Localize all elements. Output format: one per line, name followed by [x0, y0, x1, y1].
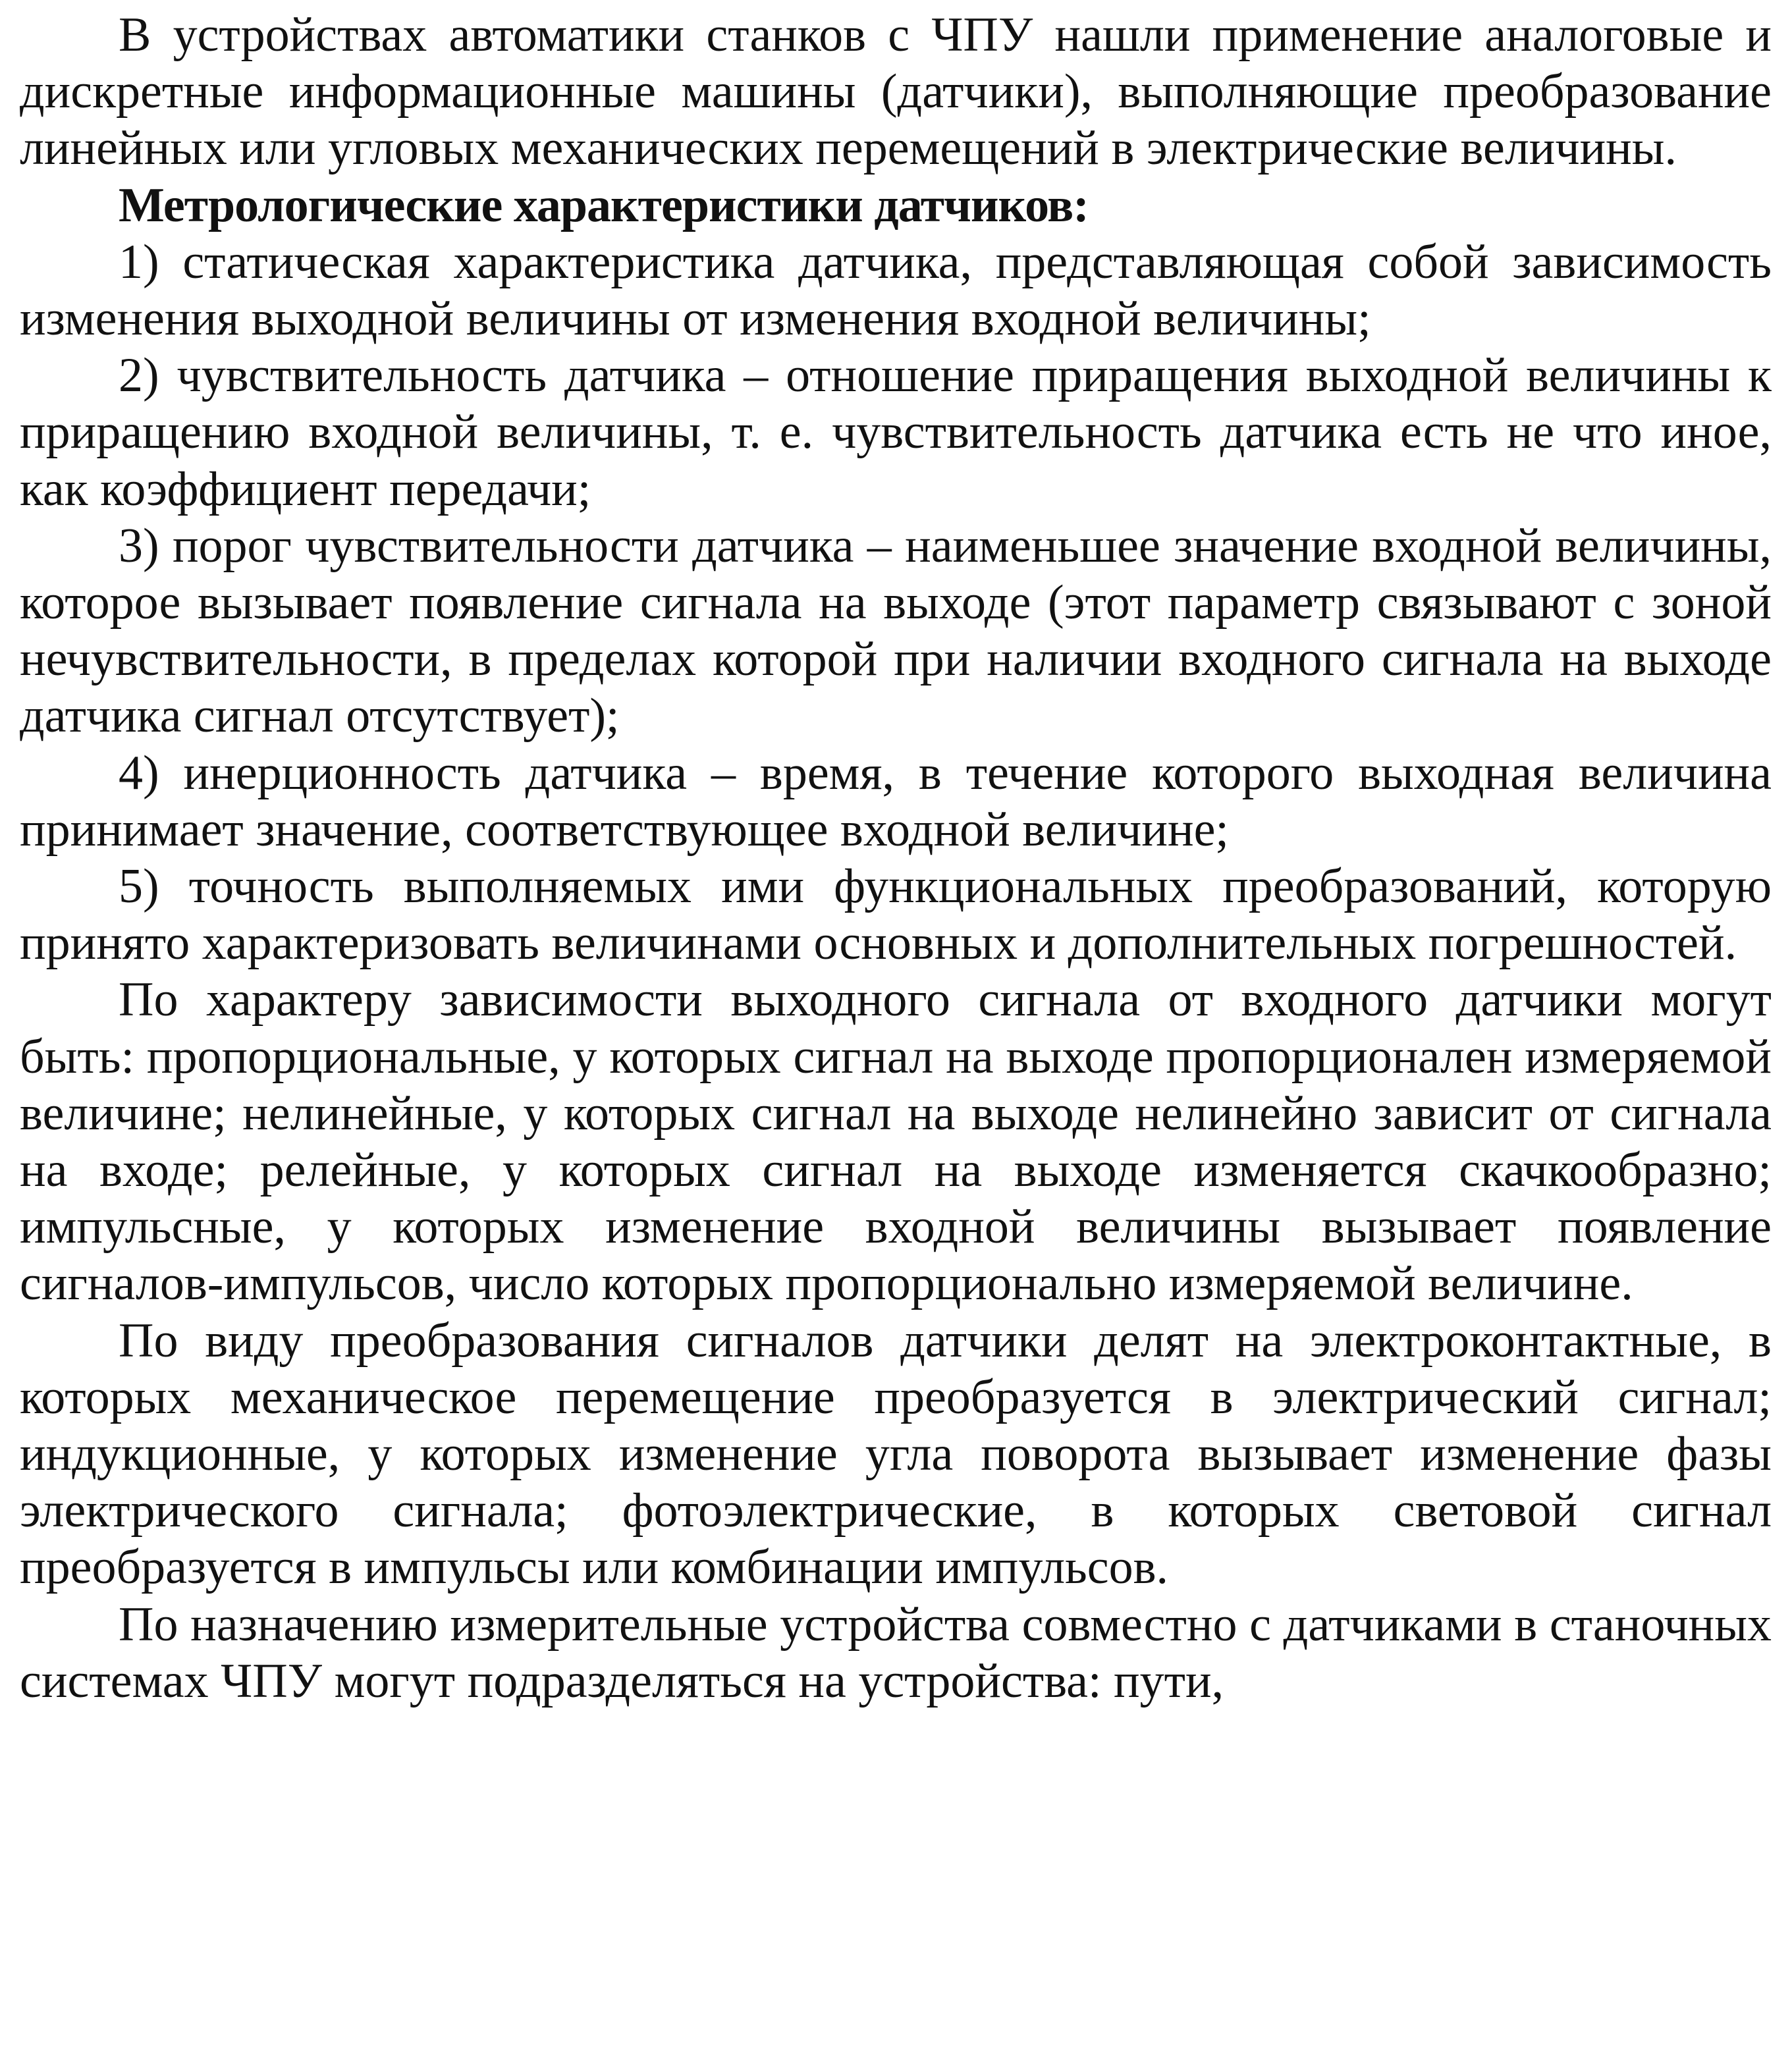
characteristic-paragraph: По характеру зависимости выходного сигнала от входного датчики могут быть: пропорциональные, у которых сигнал на выходе пропорционален измеряемой величине; нелинейные, у которых сигнал на выходе нелинейно зависит от сигнала на входе; релейные, у которых сигнал на выходе изменяется скачкообразно; импульсные, у которых изменение входной величины вызывает появление сигналов-импульсов, число которых пропорционально измеряемой величине.	[20, 973, 1772, 1311]
intro-paragraph: В устройствах автоматики станков с ЧПУ нашли применение аналоговые и дискретные информационные машины (датчики), выполняющие преобразование линейных или угловых механических перемещений в электрические величины.	[20, 8, 1772, 176]
list-item: 3) порог чувствительности датчика – наименьшее значение входной величины, которое вызывает появление сигнала на выходе (этот параметр связывают с зоной нечувствительности, в пределах которой при наличии входного сигнала на выходе датчика сигнал отсутствует);	[20, 518, 1772, 743]
list-item: 4) инерционность датчика – время, в течение которого выходная величина принимает значение, соответствующее входной величине;	[20, 745, 1772, 857]
section-heading: Метрологические характеристики датчиков:	[119, 178, 1089, 232]
purpose-paragraph: По назначению измерительные устройства совместно с датчиками в станочных системах ЧПУ могут подразделяться на устройства: пути,	[20, 1597, 1772, 1708]
list-item: 2) чувствительность датчика – отношение приращения выходной величины к приращению входной величины, т. е. чувствительность датчика есть не что иное, как коэффициент передачи;	[20, 348, 1772, 516]
list-item: 1) статическая характеристика датчика, представляющая собой зависимость изменения выходной величины от изменения входной величины;	[20, 234, 1772, 346]
conversion-paragraph: По виду преобразования сигналов датчики делят на электроконтактные, в которых механическое перемещение преобразуется в электрический сигнал; индукционные, у которых изменение угла поворота вызывает изменение фазы электрического сигнала; фотоэлектрические, в которых световой сигнал преобразуется в импульсы или комбинации импульсов.	[20, 1313, 1772, 1595]
list-item: 5) точность выполняемых ими функциональных преобразований, которую принято характеризовать величинами основных и дополнительных погрешностей.	[20, 859, 1772, 971]
page-text	[20, 7, 1772, 1709]
